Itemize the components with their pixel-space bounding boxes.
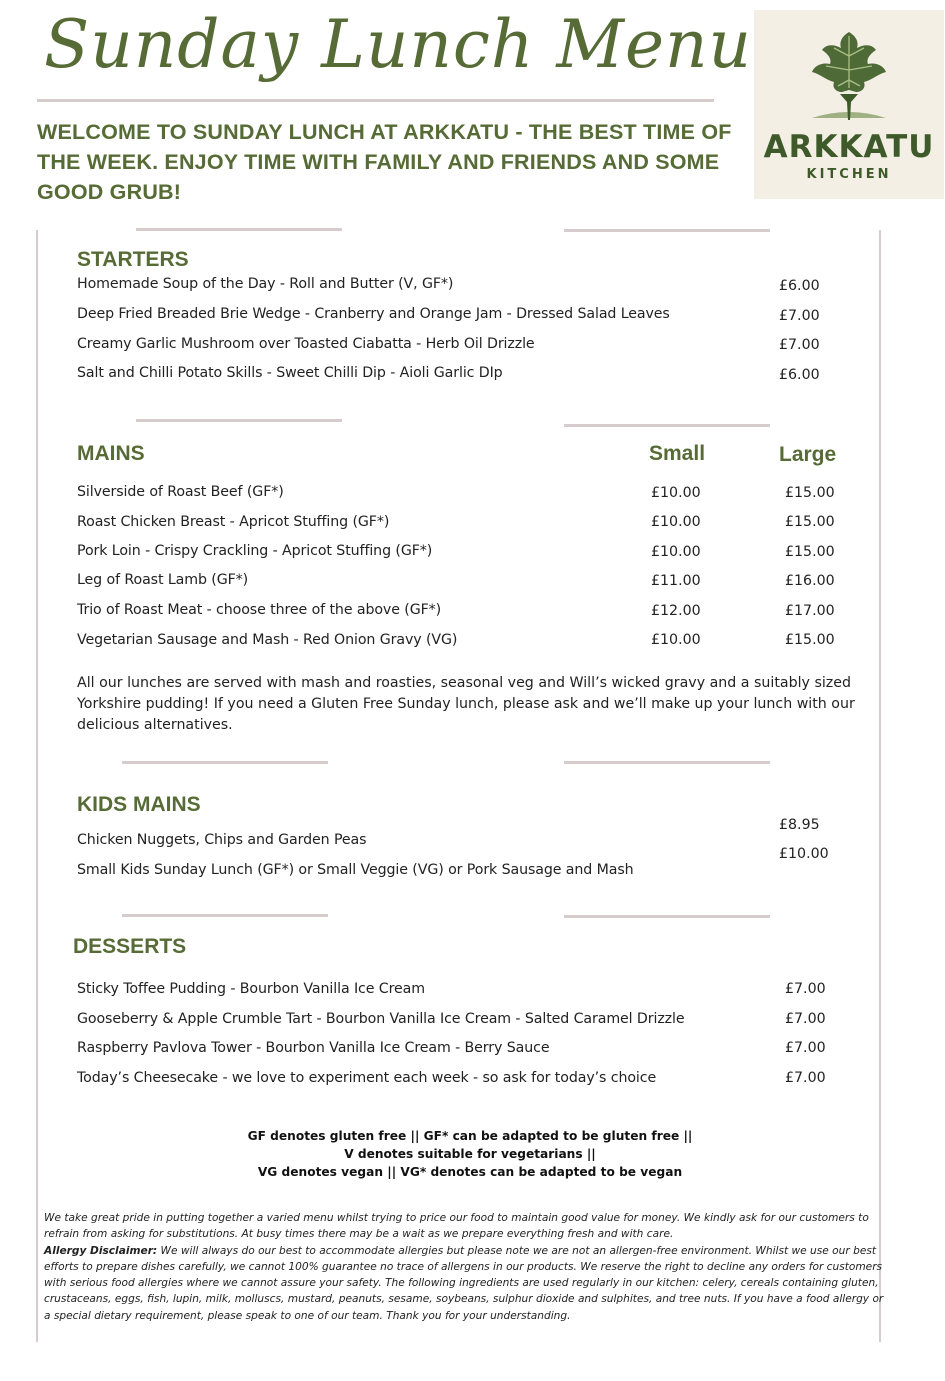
main-small-price: £10.00 bbox=[651, 632, 701, 648]
section-divider bbox=[564, 761, 770, 764]
kids-price: £8.95 bbox=[779, 817, 820, 833]
main-large-price: £15.00 bbox=[785, 514, 835, 530]
starters-heading: STARTERS bbox=[77, 248, 189, 271]
logo-subtitle: KITCHEN bbox=[806, 167, 892, 182]
desserts-heading: DESSERTS bbox=[73, 935, 187, 958]
starter-item: Creamy Garlic Mushroom over Toasted Ciabatta - Herb Oil Drizzle bbox=[77, 336, 535, 352]
logo-name: ARKKATU bbox=[763, 129, 935, 165]
allergy-disclaimer-label: Allergy Disclaimer: bbox=[44, 1244, 158, 1257]
main-item: Leg of Roast Lamb (GF*) bbox=[77, 572, 249, 588]
main-small-price: £10.00 bbox=[651, 485, 701, 501]
frame-left-border bbox=[36, 230, 38, 1342]
kids-mains-heading: KIDS MAINS bbox=[77, 793, 201, 816]
main-large-price: £15.00 bbox=[785, 544, 835, 560]
large-column-header: Large bbox=[779, 443, 837, 466]
main-item: Roast Chicken Breast - Apricot Stuffing (GF*) bbox=[77, 514, 390, 530]
menu-title: Sunday Lunch Menu bbox=[44, 6, 753, 83]
starter-item: Homemade Soup of the Day - Roll and Butter (V, GF*) bbox=[77, 276, 454, 292]
small-column-header: Small bbox=[649, 442, 706, 465]
fig-leaf-icon bbox=[804, 26, 894, 131]
main-large-price: £16.00 bbox=[785, 573, 835, 589]
main-small-price: £12.00 bbox=[651, 603, 701, 619]
welcome-message: WELCOME TO SUNDAY LUNCH AT ARKKATU - THE BEST TIME OF THE WEEK. ENJOY TIME WITH FAMILY AND FRIENDS AND SOME GOOD GRUB! bbox=[37, 120, 732, 204]
main-item: Silverside of Roast Beef (GF*) bbox=[77, 484, 284, 500]
dessert-price: £7.00 bbox=[785, 1011, 826, 1027]
arkkatu-logo bbox=[754, 10, 944, 199]
starter-price: £6.00 bbox=[779, 278, 820, 294]
dessert-item: Gooseberry & Apple Crumble Tart - Bourbon Vanilla Ice Cream - Salted Caramel Drizzle bbox=[77, 1011, 685, 1027]
legend-line: VG denotes vegan || VG* denotes can be adapted to be vegan bbox=[257, 1165, 683, 1179]
legend-line: V denotes suitable for vegetarians || bbox=[344, 1147, 596, 1161]
section-divider bbox=[136, 419, 342, 422]
disclaimer-intro: We take great pride in putting together a varied menu whilst trying to price our food to maintain good value for money. We kindly ask for our customers to refrain from asking for substitutions. At busy times there may be a wait as we prepare everything fresh and with care. bbox=[44, 1212, 869, 1241]
main-item: Vegetarian Sausage and Mash - Red Onion Gravy (VG) bbox=[77, 632, 458, 648]
starter-item: Deep Fried Breaded Brie Wedge - Cranberry and Orange Jam - Dressed Salad Leaves bbox=[77, 306, 670, 322]
starter-price: £6.00 bbox=[779, 367, 820, 383]
legend-line: GF denotes gluten free || GF* can be adapted to be gluten free || bbox=[247, 1129, 693, 1143]
starter-price: £7.00 bbox=[779, 337, 820, 353]
mains-note: All our lunches are served with mash and roasties, seasonal veg and Will’s wicked gravy and a suitably sized Yorkshire pudding! If you need a Gluten Free Sunday lunch, please ask and we’ll make up your lunch with our delicious alternatives. bbox=[77, 675, 855, 733]
main-small-price: £10.00 bbox=[651, 544, 701, 560]
kids-item: Chicken Nuggets, Chips and Garden Peas bbox=[77, 832, 367, 848]
main-large-price: £15.00 bbox=[785, 632, 835, 648]
dessert-item: Raspberry Pavlova Tower - Bourbon Vanilla Ice Cream - Berry Sauce bbox=[77, 1040, 550, 1056]
dessert-item: Today’s Cheesecake - we love to experiment each week - so ask for today’s choice bbox=[77, 1070, 657, 1086]
title-divider bbox=[37, 99, 714, 102]
allergy-disclaimer-text: We will always do our best to accommodate allergies but please note we are not an allergen-free environment. Whilst we use our best efforts to prepare dishes carefully, we cannot 100% guarantee no trace of allergens in our products. We reserve the right to decline any orders for customers with serious food allergies where we cannot assure your safety. The following ingredients are used regularly in our kitchen: celery, cereals containing gluten, crustaceans, eggs, fish, lupin, milk, molluscs, mustard, peanuts, sesame, soybeans, sulphur dioxide and sulphites, and tree nuts. If you have a food allergy or a special dietary requirement, please speak to one of our team. Thank you for your understanding. bbox=[44, 1244, 884, 1322]
section-divider bbox=[564, 915, 770, 918]
main-item: Pork Loin - Crispy Crackling - Apricot Stuffing (GF*) bbox=[77, 543, 433, 559]
main-large-price: £15.00 bbox=[785, 485, 835, 501]
main-small-price: £10.00 bbox=[651, 514, 701, 530]
dessert-price: £7.00 bbox=[785, 981, 826, 997]
starter-item: Salt and Chilli Potato Skills - Sweet Chilli Dip - Aioli Garlic DIp bbox=[77, 365, 503, 381]
section-divider bbox=[564, 229, 770, 232]
main-small-price: £11.00 bbox=[651, 573, 701, 589]
section-divider bbox=[122, 761, 328, 764]
dessert-price: £7.00 bbox=[785, 1070, 826, 1086]
section-divider bbox=[564, 424, 770, 427]
section-divider bbox=[136, 228, 342, 231]
dietary-legend bbox=[200, 1127, 740, 1181]
allergy-disclaimer bbox=[44, 1243, 884, 1324]
main-item: Trio of Roast Meat - choose three of the above (GF*) bbox=[77, 602, 442, 618]
dessert-price: £7.00 bbox=[785, 1040, 826, 1056]
kids-price: £10.00 bbox=[779, 846, 829, 862]
main-large-price: £17.00 bbox=[785, 603, 835, 619]
mains-heading: MAINS bbox=[77, 442, 145, 465]
starter-price: £7.00 bbox=[779, 308, 820, 324]
kids-item: Small Kids Sunday Lunch (GF*) or Small Veggie (VG) or Pork Sausage and Mash bbox=[77, 862, 634, 878]
section-divider bbox=[122, 914, 328, 917]
dessert-item: Sticky Toffee Pudding - Bourbon Vanilla Ice Cream bbox=[77, 981, 425, 997]
frame-right-border bbox=[879, 230, 881, 1342]
disclaimer bbox=[44, 1210, 884, 1324]
